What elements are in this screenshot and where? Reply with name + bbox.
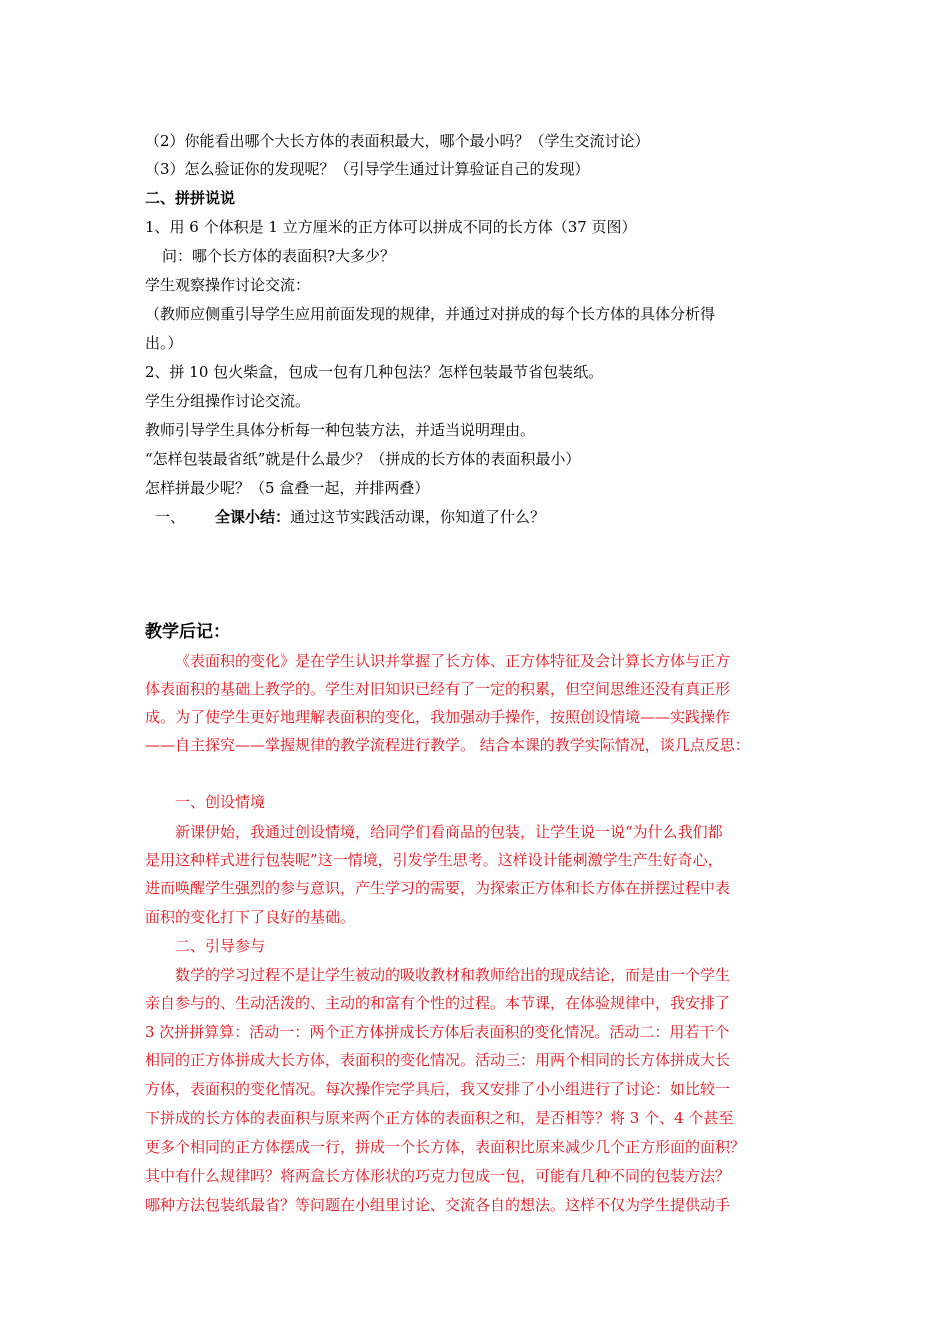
part-1-line: 面积的变化打下了良好的基础。 [145,908,356,926]
save-paper-text: “怎样包装最省纸”就是什么最少？（拼成的长方体的表面积最小） [145,450,581,468]
summary-text: 通过这节实践活动课，你知道了什么？ [290,508,546,526]
teacher-guide-text: 教师引导学生具体分析每一种包装方法，并适当说明理由。 [145,421,536,439]
summary-label: 全课小结： [215,508,291,526]
item-1-question: 问：哪个长方体的表面积?大多少？ [162,247,396,265]
teacher-note-line-2: 出。） [145,334,183,352]
reflection-intro-line: 《表面积的变化》是在学生认识并掌握了长方体、正方体特征及会计算长方体与正方 [175,652,731,670]
part-2-line: 亲自参与的、生动活泼的、主动的和富有个性的过程。本节课，在体验规律中，我安排了 [145,994,731,1012]
part-2-line: 相同的正方体拼成大长方体，表面积的变化情况。活动三：用两个相同的长方体拼成大长 [145,1051,731,1069]
observe-text: 学生观察操作讨论交流： [145,276,311,294]
item-2: 2、拼 10 包火柴盒，包成一包有几种包法？怎样包装最节省包装纸。 [145,363,604,381]
part-1-line: 新课伊始，我通过创设情境，给同学们看商品的包装，让学生说一说“为什么我们都 [175,823,723,841]
least-way-text: 怎样拼最少呢？（5 盒叠一起，并排两叠） [145,479,430,497]
group-work-text: 学生分组操作讨论交流。 [145,392,311,410]
part-1-title: 一、创设情境 [175,793,266,811]
part-1-line: 是用这种样式进行包装呢”这一情境，引发学生思考。这样设计能刺激学生产生好奇心， [145,851,723,869]
reflection-title: 教学后记： [145,622,230,642]
part-2-line: 更多个相同的正方体摆成一行，拼成一个长方体，表面积比原来减少几个正方形面的面积？ [145,1138,746,1156]
part-2-title: 二、引导参与 [175,937,266,955]
question-3: （3）怎么验证你的发现呢？（引导学生通过计算验证自己的发现） [145,160,590,178]
summary-line [155,507,545,527]
part-2-line: 数学的学习过程不是让学生被动的吸收教材和教师给出的现成结论，而是由一个学生 [175,966,731,984]
summary-number: 一、 [155,508,186,526]
reflection-intro-line: ——自主探究——掌握规律的教学流程进行教学。 结合本课的教学实际情况，谈几点反思： [145,736,750,754]
teacher-note-line-1: （教师应侧重引导学生应用前面发现的规律，并通过对拼成的每个长方体的具体分析得 [145,305,716,323]
reflection-intro-line: 体表面积的基础上教学的。学生对旧知识已经有了一定的积累，但空间思维还没有真正形 [145,680,731,698]
part-2-line: 3 次拼拼算算：活动一：两个正方体拼成长方体后表面积的变化情况。活动二：用若干个 [145,1023,730,1041]
part-2-line: 下拼成的长方体的表面积与原来两个正方体的表面积之和，是否相等？将 3 个、4 个甚至 [145,1109,734,1127]
part-2-line: 哪种方法包装纸最省？等问题在小组里讨论、交流各自的想法。这样不仅为学生提供动手 [145,1196,731,1214]
reflection-intro-line: 成。为了使学生更好地理解表面积的变化，我加强动手操作，按照创设情境——实践操作 [145,708,731,726]
part-2-line: 其中有什么规律吗？将两盒长方体形状的巧克力包成一包，可能有几种不同的包装方法？ [145,1167,731,1185]
section-2-title: 二、拼拼说说 [145,189,236,207]
part-2-line: 方体，表面积的变化情况。每次操作完学具后，我又安排了小小组进行了讨论：如比较一 [145,1080,731,1098]
item-1: 1、用 6 个体积是 1 立方厘米的正方体可以拼成不同的长方体（37 页图） [145,218,637,236]
part-1-line: 进而唤醒学生强烈的参与意识，产生学习的需要，为探索正方体和长方体在拼摆过程中表 [145,879,731,897]
question-2: （2）你能看出哪个大长方体的表面积最大，哪个最小吗？（学生交流讨论） [145,132,650,150]
